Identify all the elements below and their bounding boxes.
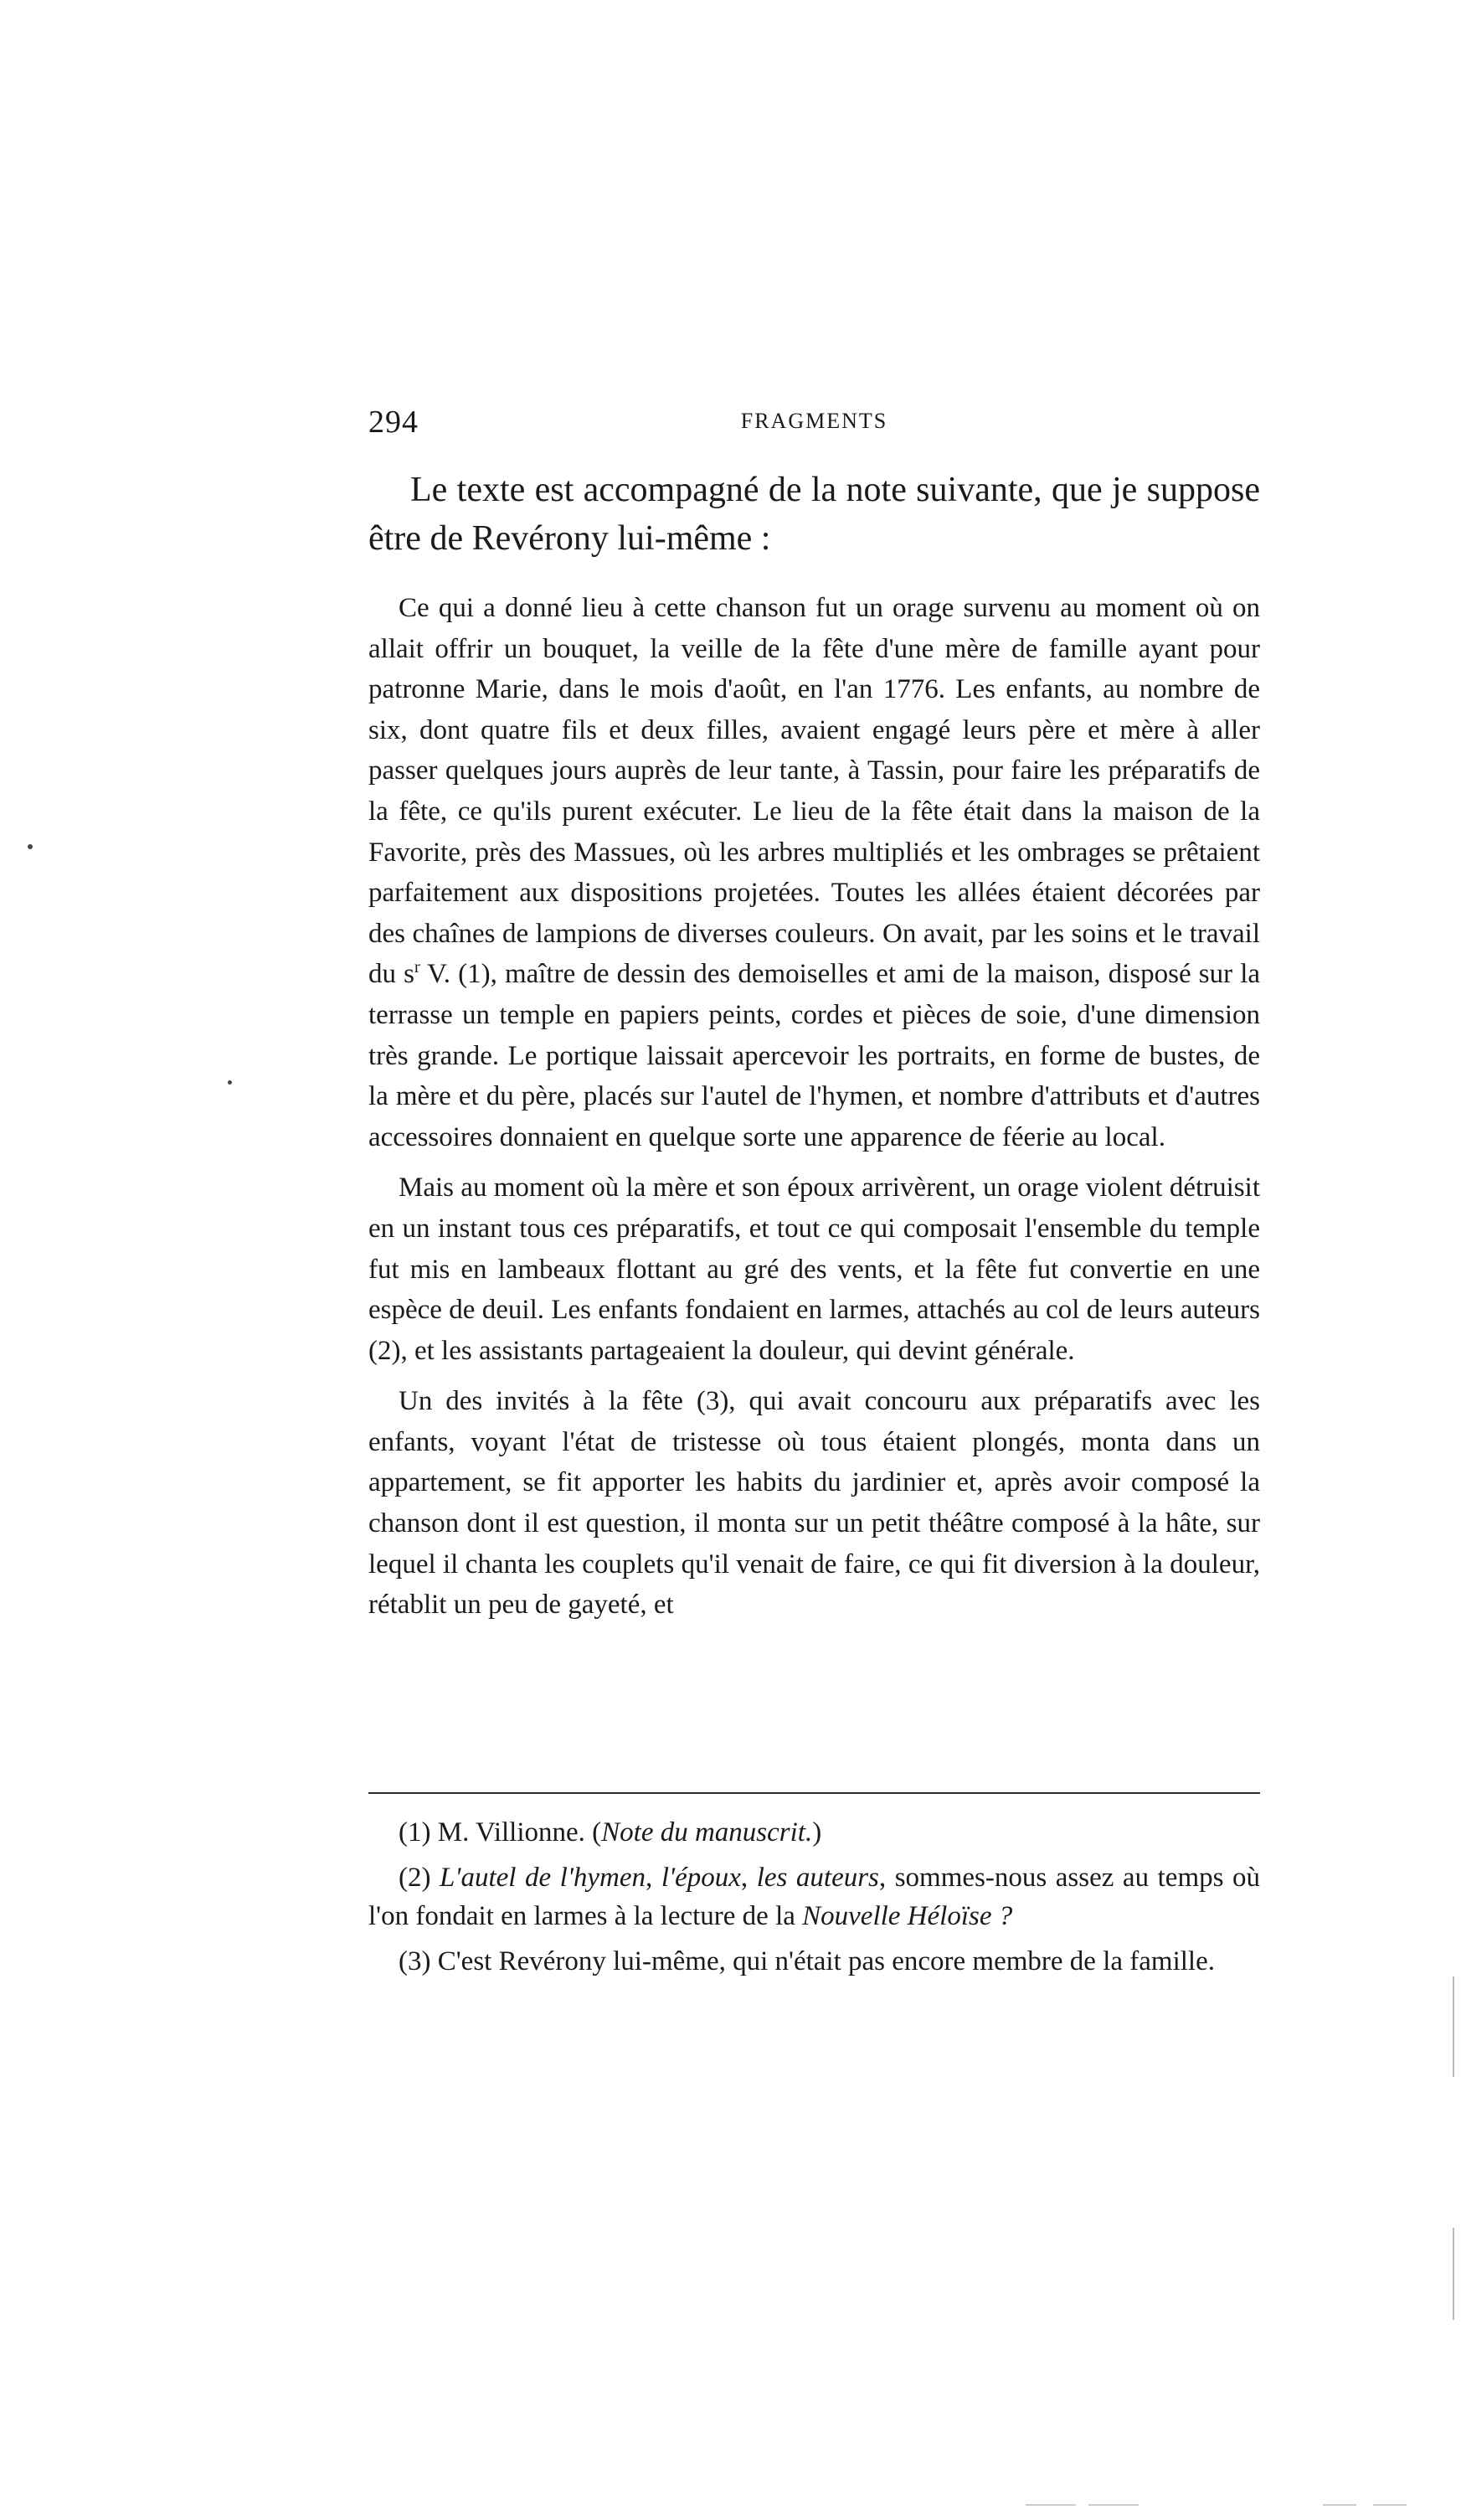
footnote-2-italic-2: l'époux	[661, 1863, 741, 1893]
footnotes	[368, 1813, 1260, 1987]
quote-paragraph-3: Un des invités à la fête (3), qui avait concouru aux préparatifs avec les enfants, voyant l'état de tristesse où tous étaient plongés, monta dans un appartement, se fit apporter les habits du jardinier et, après avoir composé la chanson dont il est question, il monta sur un petit théâtre composé à la hâte, sur lequel il chanta les couplets qu'il venait de faire, ce qui fit diversion à la douleur, rétablit un peu de gayeté, et	[368, 1386, 1260, 1621]
scan-edge-mark	[1453, 2228, 1454, 2320]
footnote-1-end: )	[812, 1817, 822, 1847]
intro-paragraph: Le texte est accompagné de la note suivante, que je suppose être de Revérony lui-même :	[368, 471, 1260, 558]
footnote-3: (3) C'est Revérony lui-même, qui n'était pas encore membre de la famille.	[399, 1946, 1215, 1976]
footnote-2-sep-2: ,	[740, 1863, 757, 1893]
superscript-r: r	[414, 958, 420, 977]
footnote-2-italic-1: L'autel de l'hymen	[440, 1863, 646, 1893]
footnote-2	[368, 1858, 1260, 1935]
quote-paragraph-1-part-b: V. (1), maître de dessin des demoiselles et ami de la maison, disposé sur la terrasse un temple en papiers peints, cordes et pièces de soie, d'une dimension très grande. Le portique laissait apercevoir les portraits, en forme de bustes, de la mère et du père, placés sur l'autel de l'hymen, et nombre d'attributs et d'autres accessoires donnaient en quelque sorte une apparence de féerie au local.	[368, 959, 1261, 1152]
quote-paragraph-1	[368, 588, 1260, 1157]
quoted-note	[368, 588, 1260, 1636]
quote-paragraph-2: Mais au moment où la mère et son époux arrivèrent, un orage violent détruisit en un instant tous ces préparatifs, et tout ce qui composait l'ensemble du temple fut mis en lambeaux flottant au gré des vents, et la fête fut convertie en une espèce de deuil. Les enfants fondaient en larmes, attachés au col de leurs auteurs (2), et les assistants partageaient la douleur, qui devint générale.	[368, 1172, 1260, 1366]
footnote-2-italic-3: les auteurs	[756, 1863, 879, 1893]
page-header	[368, 404, 1260, 446]
quote-paragraph-1-part-a: Ce qui a donné lieu à cette chanson fut un orage survenu au moment où on allait offrir un bouquet, la veille de la fête d'une mère de famille ayant pour patronne Marie, dans le mois d'août, en l'an 1776. Les enfants, au nombre de six, dont quatre fils et deux filles, avaient engagé leurs père et mère à aller passer quelques jours auprès de leur tante, à Tassin, pour faire les préparatifs de la fête, ce qu'ils purent exécuter. Le lieu de la fête était dans la maison de la Favorite, près des Massues, où les arbres multipliés et les ombrages se prêtaient parfaitement aux dispositions projetées. Toutes les allées étaient décorées par des chaînes de lampions de diverses couleurs. On avait, par les soins et le travail du s	[368, 593, 1260, 990]
footnote-2-sep-1: ,	[646, 1863, 661, 1893]
footnote-2-text: , sommes-nous assez au temps où l'on fondait en larmes à la lecture de la	[368, 1863, 1261, 1931]
footnote-2-num: (2)	[399, 1863, 440, 1893]
page-number: 294	[368, 405, 419, 440]
footnote-rule	[368, 1792, 1260, 1794]
footnote-1	[368, 1813, 1260, 1852]
scan-dash-mark	[1323, 2504, 1356, 2506]
scan-dash-mark	[1088, 2504, 1139, 2506]
ink-speck	[28, 844, 33, 849]
ink-speck	[228, 1080, 232, 1085]
running-head: FRAGMENTS	[740, 409, 888, 433]
scan-dash-mark	[1026, 2504, 1076, 2506]
scan-dash-mark	[1373, 2504, 1407, 2506]
footnote-1-text: (1) M. Villionne. (	[399, 1817, 602, 1847]
scan-edge-mark	[1453, 1976, 1454, 2077]
footnote-1-italic: Note du manuscrit.	[601, 1817, 813, 1847]
footnote-2-italic-4: Nouvelle Héloïse ?	[802, 1901, 1013, 1931]
